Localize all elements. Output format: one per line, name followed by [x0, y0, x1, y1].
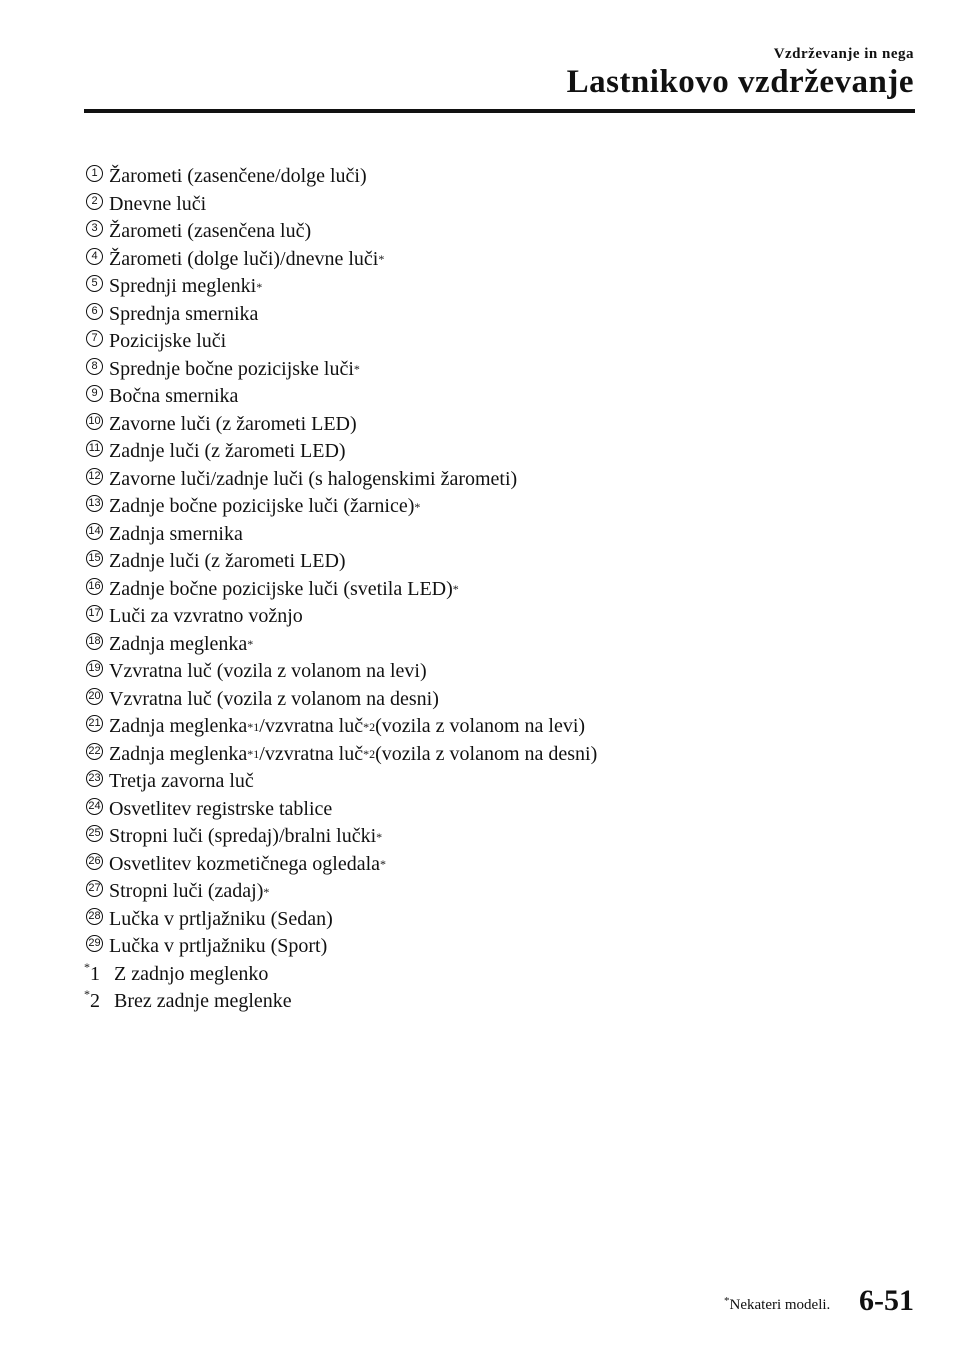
- item-number-badge: 15: [86, 550, 103, 567]
- legend-item: 5 Sprednji meglenki *: [86, 273, 906, 301]
- legend-item: 8 Sprednje bočne pozicijske luči *: [86, 356, 906, 384]
- legend-item: 22 Zadnja meglenka *1 /vzvratna luč *2 (vozila z volanom na desni): [86, 741, 906, 769]
- item-label: Zadnje luči (z žarometi LED): [109, 440, 346, 463]
- item-number-badge: 14: [86, 523, 103, 540]
- legend-item: 21 Zadnja meglenka *1 /vzvratna luč *2 (vozila z volanom na levi): [86, 713, 906, 741]
- item-number-badge: 17: [86, 605, 103, 622]
- item-number-badge: 5: [86, 275, 103, 292]
- item-label: Vzvratna luč (vozila z volanom na levi): [109, 660, 427, 683]
- item-label: Tretja zavorna luč: [109, 770, 254, 793]
- header-rule: [84, 109, 915, 113]
- item-label: Zavorne luči (z žarometi LED): [109, 412, 357, 435]
- item-label: Pozicijske luči: [109, 330, 227, 353]
- footnote-star: *: [724, 1295, 730, 1307]
- legend-item: [86, 686, 906, 714]
- legend-item: [86, 796, 906, 824]
- item-label: Dnevne luči: [109, 192, 207, 215]
- note-item: [84, 988, 906, 1016]
- item-label: /vzvratna luč: [259, 742, 364, 765]
- note-item: [84, 961, 906, 989]
- legend-item: [86, 411, 906, 439]
- legend-item: [86, 438, 906, 466]
- item-number-badge: 26: [86, 853, 103, 870]
- item-number-badge: 10: [86, 413, 103, 430]
- legend-item: [86, 191, 906, 219]
- item-number-badge: 2: [86, 193, 103, 210]
- legend-item: [86, 328, 906, 356]
- note-star: *: [84, 987, 90, 1002]
- item-label: Osvetlitev kozmetičnega ogledala: [109, 852, 381, 875]
- section-title: Vzdrževanje in nega: [773, 46, 914, 62]
- legend-item: 16 Zadnje bočne pozicijske luči (svetila LED) *: [86, 576, 906, 604]
- legend-item: [86, 906, 906, 934]
- item-number-badge: 16: [86, 578, 103, 595]
- item-label: Osvetlitev registrske tablice: [109, 797, 333, 820]
- item-number-badge: 23: [86, 770, 103, 787]
- item-number-badge: 18: [86, 633, 103, 650]
- item-label: Zadnje bočne pozicijske luči (svetila LED): [109, 577, 453, 600]
- legend-item: 25 Stropni luči (spredaj)/bralni lučki *: [86, 823, 906, 851]
- legend-item: 27 Stropni luči (zadaj) *: [86, 878, 906, 906]
- chapter-title: Lastnikovo vzdrževanje: [566, 64, 914, 100]
- legend-item: [86, 548, 906, 576]
- item-label: Zavorne luči/zadnje luči (s halogenskimi žarometi): [109, 467, 518, 490]
- item-label: Stropni luči (zadaj): [109, 880, 264, 903]
- note-number: 2: [90, 990, 100, 1013]
- item-number-badge: 13: [86, 495, 103, 512]
- legend-item: [86, 218, 906, 246]
- item-number-badge: 21: [86, 715, 103, 732]
- item-label: Zadnja smernika: [109, 522, 243, 545]
- item-label: Lučka v prtljažniku (Sedan): [109, 907, 333, 930]
- item-label: Zadnje bočne pozicijske luči (žarnice): [109, 495, 415, 518]
- item-label: /vzvratna luč: [259, 715, 364, 738]
- note-text: Brez zadnje meglenke: [114, 990, 292, 1013]
- item-label: Stropni luči (spredaj)/bralni lučki: [109, 825, 377, 848]
- item-label: Sprednji meglenki: [109, 275, 257, 298]
- item-number-badge: 22: [86, 743, 103, 760]
- item-number-badge: 3: [86, 220, 103, 237]
- item-label: Žarometi (zasenčena luč): [109, 220, 312, 243]
- legend-item: [86, 603, 906, 631]
- note-star: *: [84, 959, 90, 974]
- legend-item: [86, 301, 906, 329]
- legend-item: [86, 383, 906, 411]
- item-number-badge: 28: [86, 908, 103, 925]
- item-number-badge: 8: [86, 358, 103, 375]
- legend-item: 13 Zadnje bočne pozicijske luči (žarnice) *: [86, 493, 906, 521]
- item-number-badge: 7: [86, 330, 103, 347]
- item-label: Zadnja meglenka: [109, 632, 248, 655]
- note-text: Z zadnjo meglenko: [114, 962, 269, 985]
- item-number-badge: 24: [86, 798, 103, 815]
- note-key: [84, 959, 114, 986]
- item-label: Sprednja smernika: [109, 302, 259, 325]
- item-label: Lučka v prtljažniku (Sport): [109, 935, 328, 958]
- item-label: Bočna smernika: [109, 385, 239, 408]
- legend-item: 26 Osvetlitev kozmetičnega ogledala *: [86, 851, 906, 879]
- legend-item: 4 Žarometi (dolge luči)/dnevne luči *: [86, 246, 906, 274]
- item-label: Žarometi (dolge luči)/dnevne luči: [109, 247, 379, 270]
- item-number-badge: 19: [86, 660, 103, 677]
- item-number-badge: 4: [86, 248, 103, 265]
- item-number-badge: 11: [86, 440, 103, 457]
- legend-item: 18 Zadnja meglenka *: [86, 631, 906, 659]
- item-number-badge: 1: [86, 165, 103, 182]
- legend-item: [86, 658, 906, 686]
- page-number: 6-51: [859, 1284, 914, 1317]
- item-label: Sprednje bočne pozicijske luči: [109, 357, 354, 380]
- item-number-badge: 29: [86, 935, 103, 952]
- item-label: Zadnja meglenka: [109, 742, 248, 765]
- item-label: (vozila z volanom na desni): [375, 742, 598, 765]
- legend-list: [86, 163, 906, 1016]
- note-key: [84, 987, 114, 1013]
- item-label: Luči za vzvratno vožnjo: [109, 605, 303, 628]
- item-label: Žarometi (zasenčene/dolge luči): [109, 165, 367, 188]
- models-footnote: [724, 1297, 830, 1314]
- note-number: 1: [90, 962, 100, 985]
- item-number-badge: 6: [86, 303, 103, 320]
- legend-item: [86, 521, 906, 549]
- legend-item: [86, 466, 906, 494]
- legend-item: [86, 768, 906, 796]
- item-number-badge: 25: [86, 825, 103, 842]
- item-label: Zadnja meglenka: [109, 715, 248, 738]
- legend-item: [86, 933, 906, 961]
- item-label: Zadnje luči (z žarometi LED): [109, 550, 346, 573]
- item-number-badge: 9: [86, 385, 103, 402]
- footnote-text: Nekateri modeli.: [729, 1297, 831, 1313]
- legend-item: [86, 163, 906, 191]
- item-number-badge: 27: [86, 880, 103, 897]
- item-label: Vzvratna luč (vozila z volanom na desni): [109, 687, 439, 710]
- item-number-badge: 12: [86, 468, 103, 485]
- item-label: (vozila z volanom na levi): [375, 715, 586, 738]
- item-number-badge: 20: [86, 688, 103, 705]
